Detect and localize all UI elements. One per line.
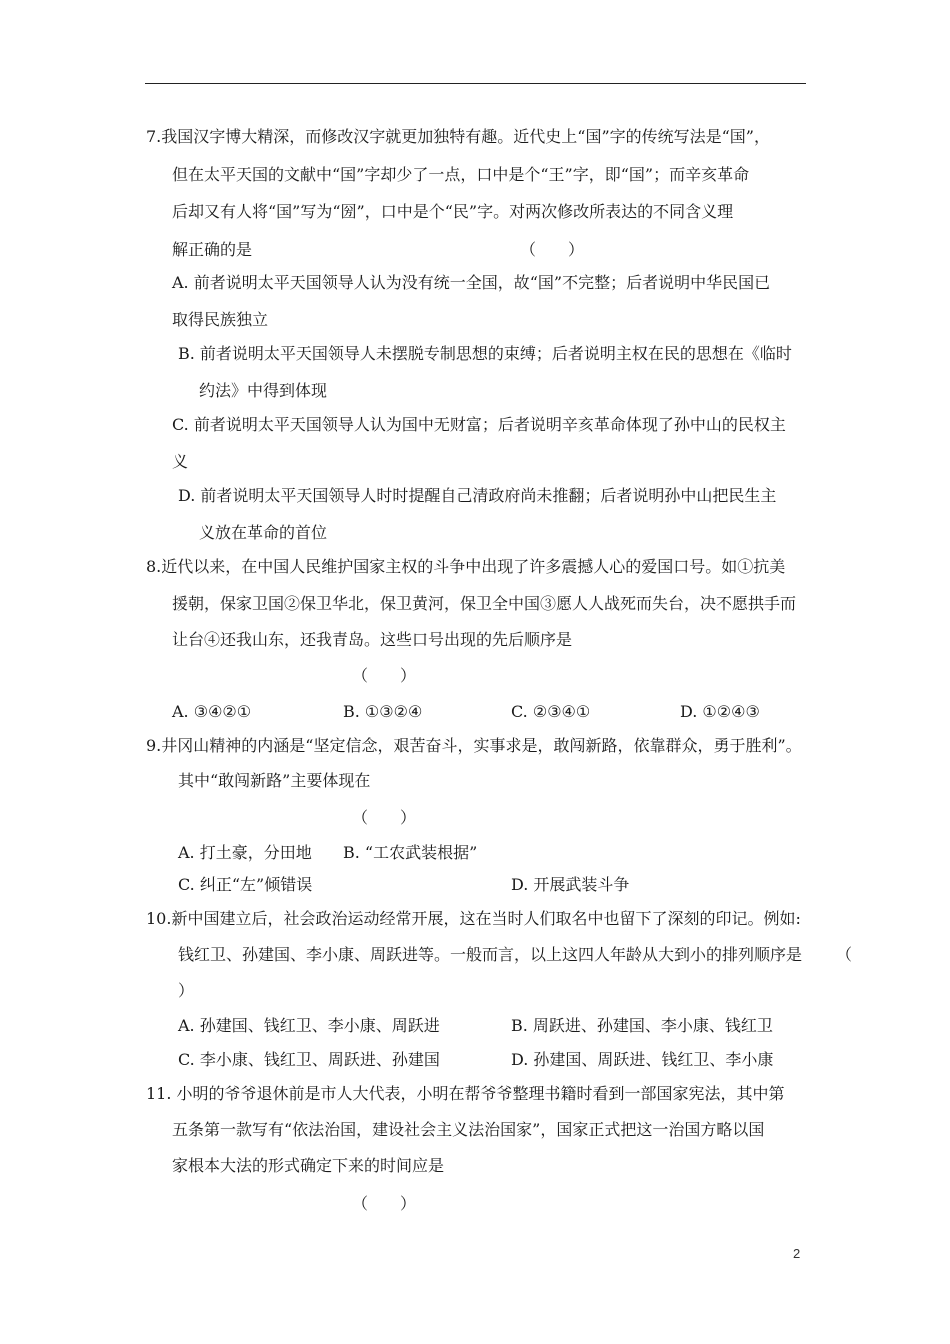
- question-stem-line: 9.井冈山精神的内涵是“坚定信念，艰苦奋斗，实事求是，敢闯新路，依靠群众，勇于胜利”。: [146, 736, 802, 755]
- page-number: 2: [793, 1246, 801, 1261]
- question-stem-line: 五条第一款写有“依法治国，建设社会主义法治国家”，国家正式把这一治国方略以国: [172, 1120, 765, 1139]
- option-d: D. 开展武装斗争: [511, 875, 630, 894]
- header-rule: [145, 83, 806, 84]
- question-stem-line: 家根本大法的形式确定下来的时间应是: [172, 1156, 445, 1175]
- question-stem-line: 钱红卫、孙建国、李小康、周跃进等。一般而言，以上这四人年龄从大到小的排列顺序是: [178, 945, 803, 964]
- answer-bracket: （ ）: [520, 240, 585, 259]
- option-b: B. 周跃进、孙建国、李小康、钱红卫: [511, 1016, 773, 1035]
- option-b: B. 前者说明太平天国领导人未摆脱专制思想的束缚；后者说明主权在民的思想在《临时: [178, 344, 792, 363]
- question-stem-line: 8.近代以来，在中国人民维护国家主权的斗争中出现了许多震撼人心的爱国口号。如①抗美: [146, 557, 786, 576]
- option-a: A. 前者说明太平天国领导人认为没有统一全国，故“国”不完整；后者说明中华民国已: [172, 273, 771, 292]
- option-a-continued: 取得民族独立: [172, 310, 269, 329]
- option-d-continued: 义放在革命的首位: [199, 523, 328, 542]
- option-a: A. ③④②①: [172, 702, 252, 721]
- question-stem-line: 援朝，保家卫国②保卫华北，保卫黄河，保卫全中国③愿人人战死而失台，决不愿拱手而: [172, 594, 797, 613]
- question-stem-line: 后却又有人将“国”写为“圀”，口中是个“民”字。对两次修改所表达的不同含义理: [172, 202, 734, 221]
- option-b: B. ①③②④: [343, 702, 423, 721]
- option-b: B. “工农武装根据”: [343, 843, 478, 862]
- question-stem-line: 10.新中国建立后，社会政治运动经常开展，这在当时人们取名中也留下了深刻的印记。例如:: [146, 909, 801, 928]
- option-a: A. 打土豪，分田地: [178, 843, 312, 862]
- question-stem-line: 11. 小明的爷爷退休前是市人大代表，小明在帮爷爷整理书籍时看到一部国家宪法，其中第: [146, 1084, 785, 1103]
- option-d: D. ①②④③: [680, 702, 760, 721]
- option-c: C. ②③④①: [511, 702, 591, 721]
- answer-bracket: （ ）: [352, 1194, 417, 1213]
- option-c: C. 前者说明太平天国领导人认为国中无财富；后者说明辛亥革命体现了孙中山的民权主: [172, 415, 786, 434]
- option-a: A. 孙建国、钱红卫、李小康、周跃进: [178, 1016, 440, 1035]
- option-c: C. 纠正“左”倾错误: [178, 875, 313, 894]
- question-stem-line: 解正确的是: [172, 240, 253, 259]
- option-c: C. 李小康、钱红卫、周跃进、孙建国: [178, 1050, 440, 1069]
- option-b-continued: 约法》中得到体现: [199, 381, 328, 400]
- answer-bracket-open: （: [836, 945, 853, 964]
- option-d: D. 孙建国、周跃进、钱红卫、李小康: [511, 1050, 774, 1069]
- option-c-continued: 义: [172, 452, 189, 471]
- answer-bracket: （ ）: [352, 666, 417, 685]
- question-stem-line: 但在太平天国的文献中“国”字却少了一点，口中是个“王”字，即“国”；而辛亥革命: [172, 165, 750, 184]
- question-stem-line: 让台④还我山东，还我青岛。这些口号出现的先后顺序是: [172, 630, 573, 649]
- answer-bracket: （ ）: [352, 808, 417, 827]
- answer-bracket-close: ）: [178, 981, 195, 1000]
- option-d: D. 前者说明太平天国领导人时时提醒自己清政府尚未推翻；后者说明孙中山把民生主: [178, 486, 777, 505]
- question-stem-line: 其中“敢闯新路”主要体现在: [178, 771, 371, 790]
- question-stem-line: 7.我国汉字博大精深，而修改汉字就更加独特有趣。近代史上“国”字的传统写法是“国”，: [146, 127, 770, 146]
